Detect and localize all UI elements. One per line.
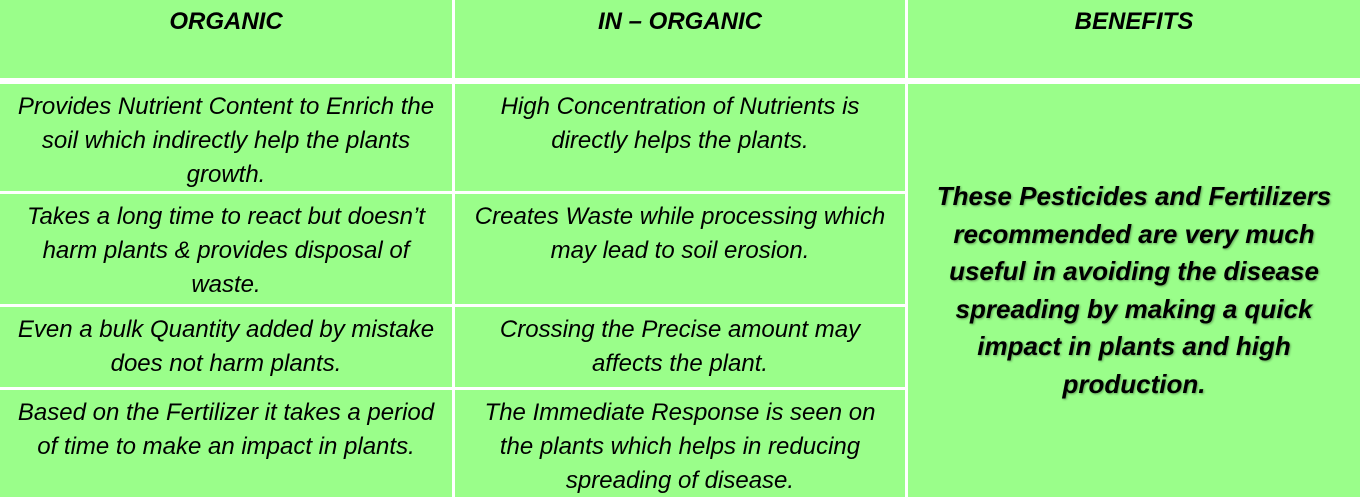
header-benefits: BENEFITS	[908, 0, 1360, 78]
organic-cell-1: Provides Nutrient Content to Enrich the soil which indirectly help the plants growth.	[0, 84, 452, 191]
header-organic: ORGANIC	[0, 0, 452, 78]
inorganic-cell-2: Creates Waste while processing which may lead to soil erosion.	[455, 194, 905, 304]
header-inorganic: IN – ORGANIC	[455, 0, 905, 78]
inorganic-cell-1: High Concentration of Nutrients is directly helps the plants.	[455, 84, 905, 191]
organic-cell-3: Even a bulk Quantity added by mistake does not harm plants.	[0, 307, 452, 387]
organic-cell-4: Based on the Fertilizer it takes a period of time to make an impact in plants.	[0, 390, 452, 497]
organic-cell-2: Takes a long time to react but doesn’t harm plants & provides disposal of waste.	[0, 194, 452, 304]
benefits-cell	[908, 84, 1360, 497]
inorganic-cell-4: The Immediate Response is seen on the plants which helps in reducing spreading of disease.	[455, 390, 905, 497]
benefits-text: These Pesticides and Fertilizers recommended are very much useful in avoiding the disease spreading by making a quick impact in plants and high production.	[936, 181, 1332, 399]
inorganic-cell-3: Crossing the Precise amount may affects the plant.	[455, 307, 905, 387]
